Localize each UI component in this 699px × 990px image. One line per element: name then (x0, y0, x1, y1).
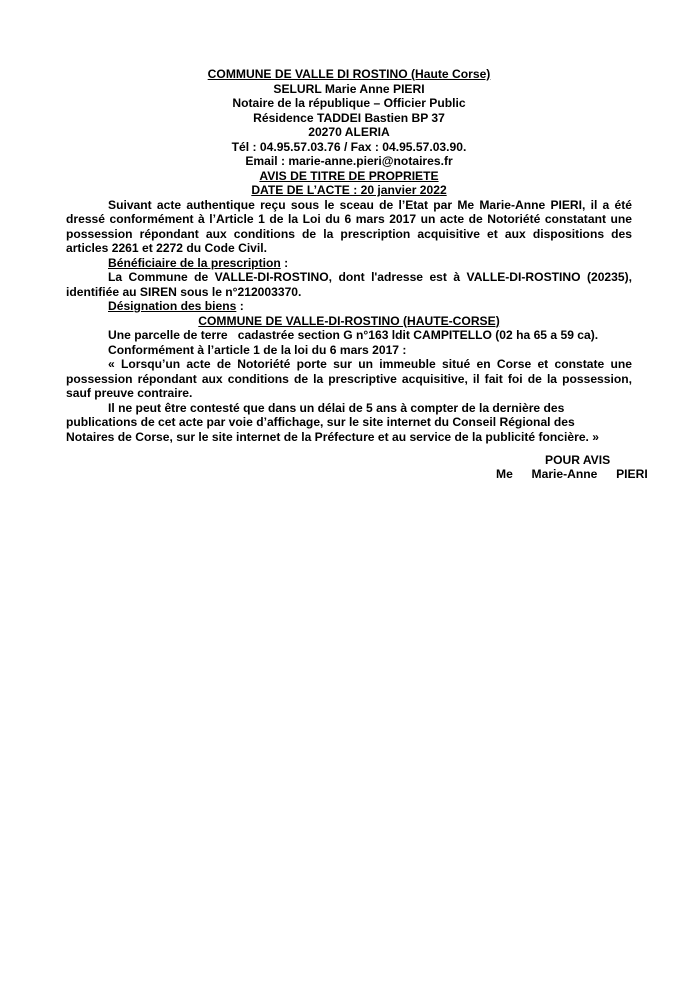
beneficiary-heading-line (66, 256, 632, 271)
office-name: SELURL Marie Anne PIERI (273, 81, 425, 96)
heading-colon: : (236, 299, 244, 313)
heading-colon: : (280, 255, 289, 270)
beneficiary-paragraph: La Commune de VALLE-DI-ROSTINO, dont l'adresse est à VALLE-DI-ROSTINO (20235), identifiée au SIREN sous le n°212003370. (66, 270, 632, 299)
address-line-1: Résidence TADDEI Bastien BP 37 (253, 110, 445, 125)
parcel-description: Une parcelle de terre cadastrée section G n°163 ldit CAMPITELLO (02 ha 65 a 59 ca). (108, 328, 599, 342)
signature-pour-avis: POUR AVIS (545, 453, 611, 467)
goods-commune: COMMUNE DE VALLE-DI-ROSTINO (HAUTE-CORSE) (198, 313, 500, 328)
contact-phone-fax: Tél : 04.95.57.03.76 / Fax : 04.95.57.03.90. (231, 139, 467, 154)
notary-title: Notaire de la république – Officier Public (232, 96, 466, 110)
goods-heading-line (66, 299, 632, 314)
act-date: DATE DE L’ACTE : 20 janvier 2022 (251, 183, 447, 197)
goods-heading: Désignation des biens (108, 299, 237, 313)
signature-name: Me Marie-Anne PIERI (496, 467, 648, 481)
address-line-2: 20270 ALERIA (308, 125, 390, 139)
conform-line: Conformément à l’article 1 de la loi du 6 mars 2017 : (108, 342, 407, 357)
intro-paragraph: Suivant acte authentique reçu sous le sceau de l’Etat par Me Marie-Anne PIERI, il a été dressé conformément à l’Article 1 de la Loi du 6 mars 2017 un acte de Notoriété constatant une possession répondant aux conditions de la prescription acquisitive et aux dispositions des articles 2261 et 2272 du Code Civil. (66, 197, 632, 255)
commune-heading: COMMUNE DE VALLE DI ROSTINO (Haute Corse) (207, 67, 491, 81)
beneficiary-heading: Bénéficiaire de la prescription (108, 255, 281, 270)
contact-email: Email : marie-anne.pieri@notaires.fr (245, 154, 453, 168)
contest-line-2: publications de cet acte par voie d’affichage, sur le site internet du Conseil Régional des (66, 415, 575, 429)
contest-line-3: Notaires de Corse, sur le site internet de la Préfecture et au service de la publicité foncière. » (66, 429, 599, 444)
contest-line-1: Il ne peut être contesté que dans un délai de 5 ans à compter de la dernière des (108, 400, 565, 415)
quote-paragraph: « Lorsqu’un acte de Notoriété porte sur un immeuble situé en Corse et constate une possession répondant aux conditions de la prescriptive acquisitive, il fait foi de la possession, sauf preuve contraire. (66, 357, 632, 400)
notice-title: AVIS DE TITRE DE PROPRIETE (259, 168, 439, 183)
document-page (66, 67, 632, 444)
